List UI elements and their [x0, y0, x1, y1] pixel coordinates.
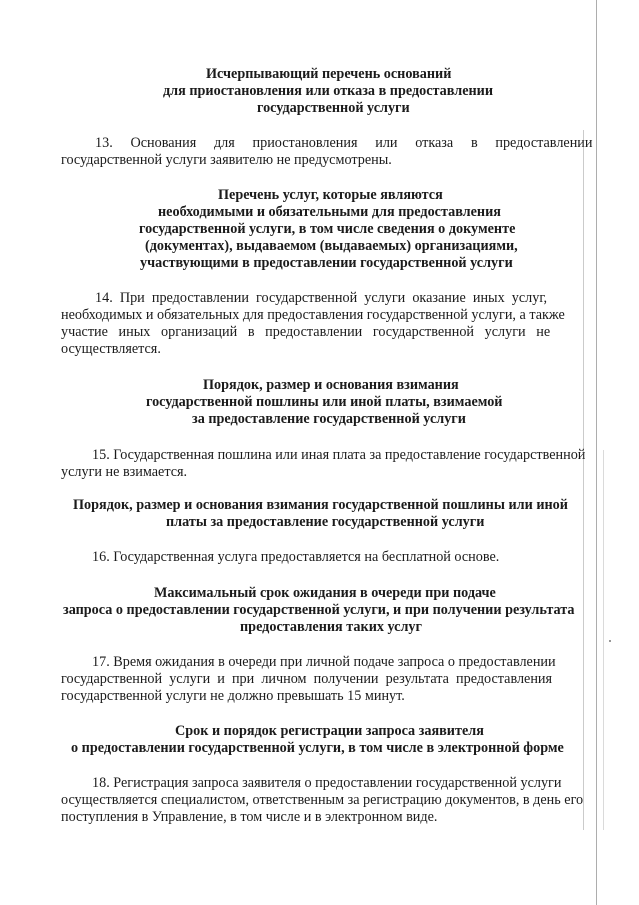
heading-14-line-1: Перечень услуг, которые являются [218, 187, 443, 203]
paragraph-18-line-1: 18. Регистрация запроса заявителя о предоставлении государственной услуги [92, 775, 562, 791]
heading-13-line-1: Исчерпывающий перечень оснований [206, 66, 452, 82]
paragraph-18-line-3: поступления в Управление, в том числе и в электронном виде. [61, 809, 438, 825]
heading-17-line-2: запроса о предоставлении государственной услуги, и при получении результата [63, 602, 575, 618]
scan-artifact-speck [609, 640, 611, 642]
paragraph-14-line-4: осуществляется. [61, 341, 161, 357]
scan-artifact-line [596, 0, 597, 905]
paragraph-13-line-1: 13. Основания для приостановления или отказа в предоставлении [95, 135, 593, 151]
heading-14-line-3: государственной услуги, в том числе сведения о документе [139, 221, 516, 237]
scan-artifact-line [603, 450, 604, 830]
heading-17-line-3: предоставления таких услуг [240, 619, 422, 635]
heading-16-line-2: платы за предоставление государственной услуги [166, 514, 485, 530]
heading-14-line-5: участвующими в предоставлении государственной услуги [140, 255, 513, 271]
paragraph-15-line-2: услуги не взимается. [61, 464, 188, 480]
heading-17-line-1: Максимальный срок ожидания в очереди при подаче [154, 585, 496, 601]
heading-13-line-2: для приостановления или отказа в предоставлении [163, 83, 494, 99]
scan-artifact-line [583, 130, 584, 830]
paragraph-14-line-3: участие иных организаций в предоставлении государственной услуги не [61, 324, 551, 340]
heading-16-line-1: Порядок, размер и основания взимания государственной пошлины или иной [73, 497, 568, 513]
paragraph-14-line-1: 14. При предоставлении государственной услуги оказание иных услуг, [95, 290, 548, 306]
heading-14-line-4: (документах), выдаваемом (выдаваемых) организациями, [145, 238, 518, 254]
paragraph-17-line-2: государственной услуги и при личном получении результата предоставления [61, 671, 553, 687]
heading-18-line-2: о предоставлении государственной услуги, в том числе в электронной форме [71, 740, 564, 756]
paragraph-17-line-3: государственной услуги не должно превышать 15 минут. [61, 688, 405, 704]
heading-18-line-1: Срок и порядок регистрации запроса заявителя [175, 723, 484, 739]
heading-15-line-1: Порядок, размер и основания взимания [203, 377, 459, 393]
heading-13-line-3: государственной услуги [257, 100, 410, 116]
paragraph-16-line-1: 16. Государственная услуга предоставляется на бесплатной основе. [92, 549, 500, 565]
paragraph-17-line-1: 17. Время ожидания в очереди при личной подаче запроса о предоставлении [92, 654, 556, 670]
paragraph-14-line-2: необходимых и обязательных для предоставления государственной услуги, а также [61, 307, 565, 323]
heading-14-line-2: необходимыми и обязательными для предоставления [158, 204, 501, 220]
paragraph-13-line-2: государственной услуги заявителю не предусмотрены. [61, 152, 392, 168]
heading-15-line-3: за предоставление государственной услуги [192, 411, 466, 427]
paragraph-15-line-1: 15. Государственная пошлина или иная плата за предоставление государственной [92, 447, 586, 463]
heading-15-line-2: государственной пошлины или иной платы, взимаемой [146, 394, 503, 410]
paragraph-18-line-2: осуществляется специалистом, ответственным за регистрацию документов, в день его [61, 792, 584, 808]
